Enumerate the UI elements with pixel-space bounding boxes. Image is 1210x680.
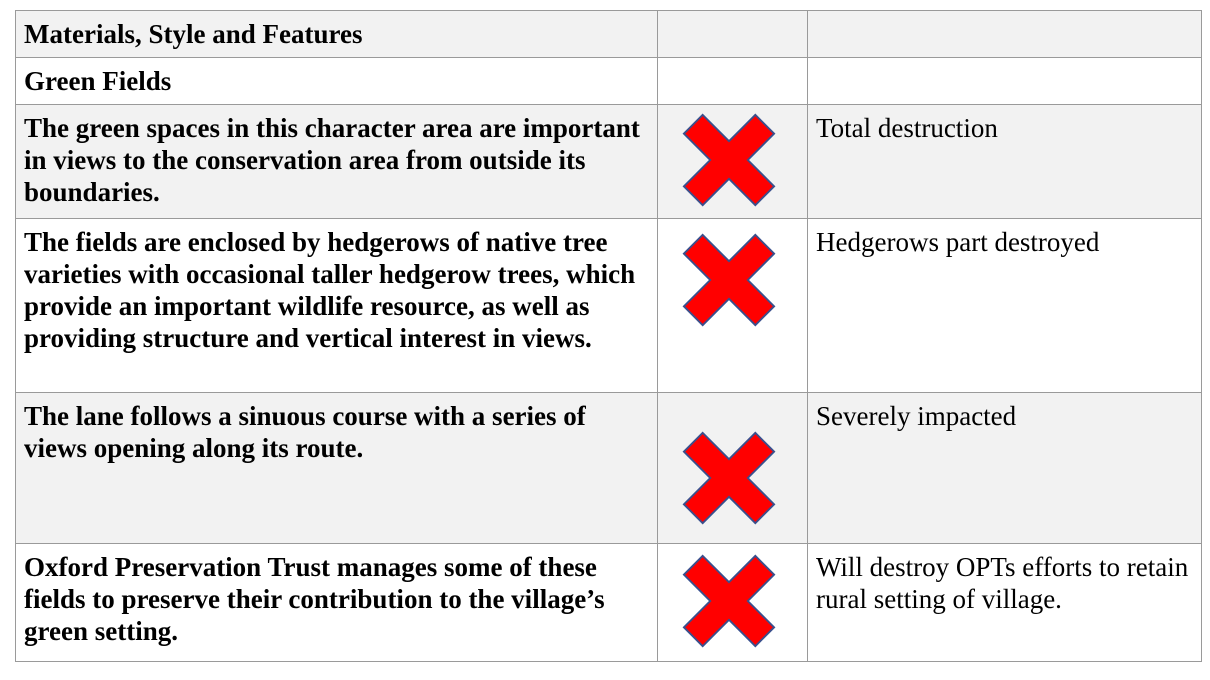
impact-comment: Total destruction <box>808 105 1202 219</box>
feature-description: The green spaces in this character area are important in views to the conservation area from outside its boundaries. <box>16 105 658 219</box>
table-row <box>16 544 1202 662</box>
table-row <box>16 105 1202 219</box>
empty-cell <box>808 58 1202 105</box>
cross-icon <box>674 233 784 327</box>
feature-description: The fields are enclosed by hedgerows of native tree varieties with occasional taller hedgerow trees, which provide an important wildlife resource, as well as providing structure and vertical interest in views. <box>16 219 658 393</box>
impact-comment: Will destroy OPTs efforts to retain rural setting of village. <box>808 544 1202 662</box>
feature-description: Oxford Preservation Trust manages some of these fields to preserve their contribution to the village’s green setting. <box>16 544 658 662</box>
impact-comment: Hedgerows part destroyed <box>808 219 1202 393</box>
subsection-heading: Green Fields <box>16 58 658 105</box>
assessment-table-container <box>15 10 1201 662</box>
empty-cell <box>658 58 808 105</box>
impact-cell <box>658 105 808 219</box>
section-heading: Materials, Style and Features <box>16 11 658 58</box>
table-row <box>16 393 1202 544</box>
impact-cell <box>658 219 808 393</box>
cross-icon <box>674 554 784 648</box>
table-row <box>16 11 1202 58</box>
assessment-table <box>15 10 1202 662</box>
cross-icon <box>674 431 784 525</box>
feature-description: The lane follows a sinuous course with a series of views opening along its route. <box>16 393 658 544</box>
cross-icon <box>674 113 784 207</box>
empty-cell <box>658 11 808 58</box>
impact-comment: Severely impacted <box>808 393 1202 544</box>
table-row <box>16 58 1202 105</box>
empty-cell <box>808 11 1202 58</box>
impact-cell <box>658 544 808 662</box>
table-row <box>16 219 1202 393</box>
impact-cell <box>658 393 808 544</box>
